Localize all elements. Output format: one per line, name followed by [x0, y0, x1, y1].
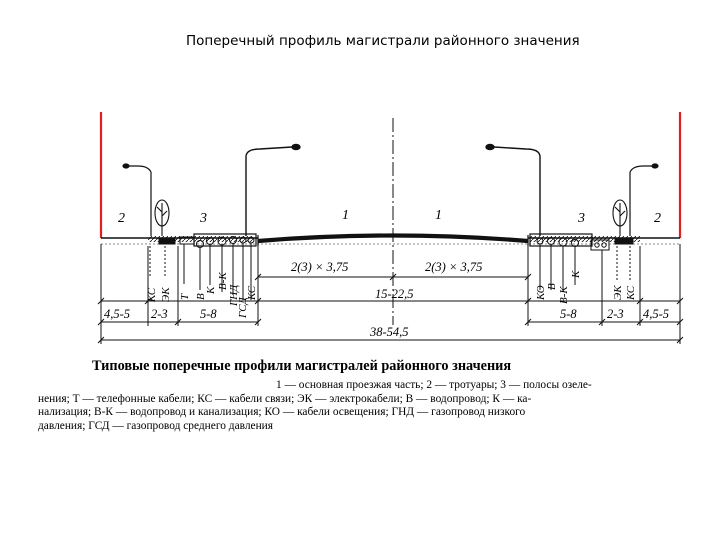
dim-carriageway: 15-22,5 [375, 287, 414, 301]
legend-line: давления; ГСД — газопровод среднего давления [38, 419, 274, 432]
lane-dim-right: 2(3) × 3,75 [425, 260, 483, 274]
dim-strip-left: 2-3 [151, 307, 168, 321]
dim-sidewalk-left: 4,5-5 [104, 307, 131, 321]
utility-label-right: К [570, 270, 582, 278]
legend-line: нения; Т — телефонные кабели; КС — кабели связи; ЭК — электрокабели; В — водопровод; К — ка- [38, 392, 532, 405]
utility-label-left: Т [179, 293, 191, 300]
utility-label-right: В [546, 283, 558, 290]
utility-label-left: ГНД [228, 284, 240, 306]
zone-number-green-left: 3 [200, 211, 207, 226]
utility-label-left: В [195, 293, 207, 300]
utility-label-left: В-К [217, 272, 229, 290]
utility-label-right: ЭК [612, 285, 624, 300]
utility-label-left: КС [146, 287, 158, 302]
dim-strip-right: 2-3 [607, 307, 624, 321]
zone-number-sidewalk-left: 2 [118, 211, 125, 226]
utility-label-left: ГСД [237, 297, 249, 318]
dim-sidewalk-right: 4,5-5 [643, 307, 670, 321]
zone-number-road-right: 1 [435, 208, 442, 223]
lamp-post-right [486, 145, 540, 237]
zone-number-green-right: 3 [578, 211, 585, 226]
lane-dim-left: 2(3) × 3,75 [291, 260, 349, 274]
utility-label-right: КС [625, 285, 637, 300]
legend-line: 1 — основная проезжая часть; 2 — тротуары; 3 — полосы озеле- [276, 379, 592, 391]
dim-green-right: 5-8 [560, 307, 577, 321]
utility-label-right: В-К [558, 286, 570, 304]
lamp-post-left [246, 145, 300, 237]
legend-line: нализация; В-К — водопровод и канализация; КО — кабели освещения; ГНД — газопровод низкого [38, 406, 526, 419]
utility-label-left: КС [246, 285, 258, 300]
dim-green-left: 5-8 [200, 307, 217, 321]
slide-title: Поперечный профиль магистрали районного значения [186, 33, 580, 49]
utility-label-left: К [205, 286, 217, 294]
sidewalk-lamp-left [123, 164, 151, 236]
utility-label-right: КО [535, 285, 547, 300]
figure-legend [38, 379, 690, 433]
figure-caption: Типовые поперечные профили магистралей районного значения [92, 358, 512, 374]
tree-right [613, 200, 627, 236]
zone-number-sidewalk-right: 2 [654, 211, 661, 226]
utility-label-left: ЭК [160, 287, 172, 302]
dim-total: 38-54,5 [370, 325, 409, 339]
zone-number-road-left: 1 [342, 208, 349, 223]
tree-left [155, 200, 169, 236]
